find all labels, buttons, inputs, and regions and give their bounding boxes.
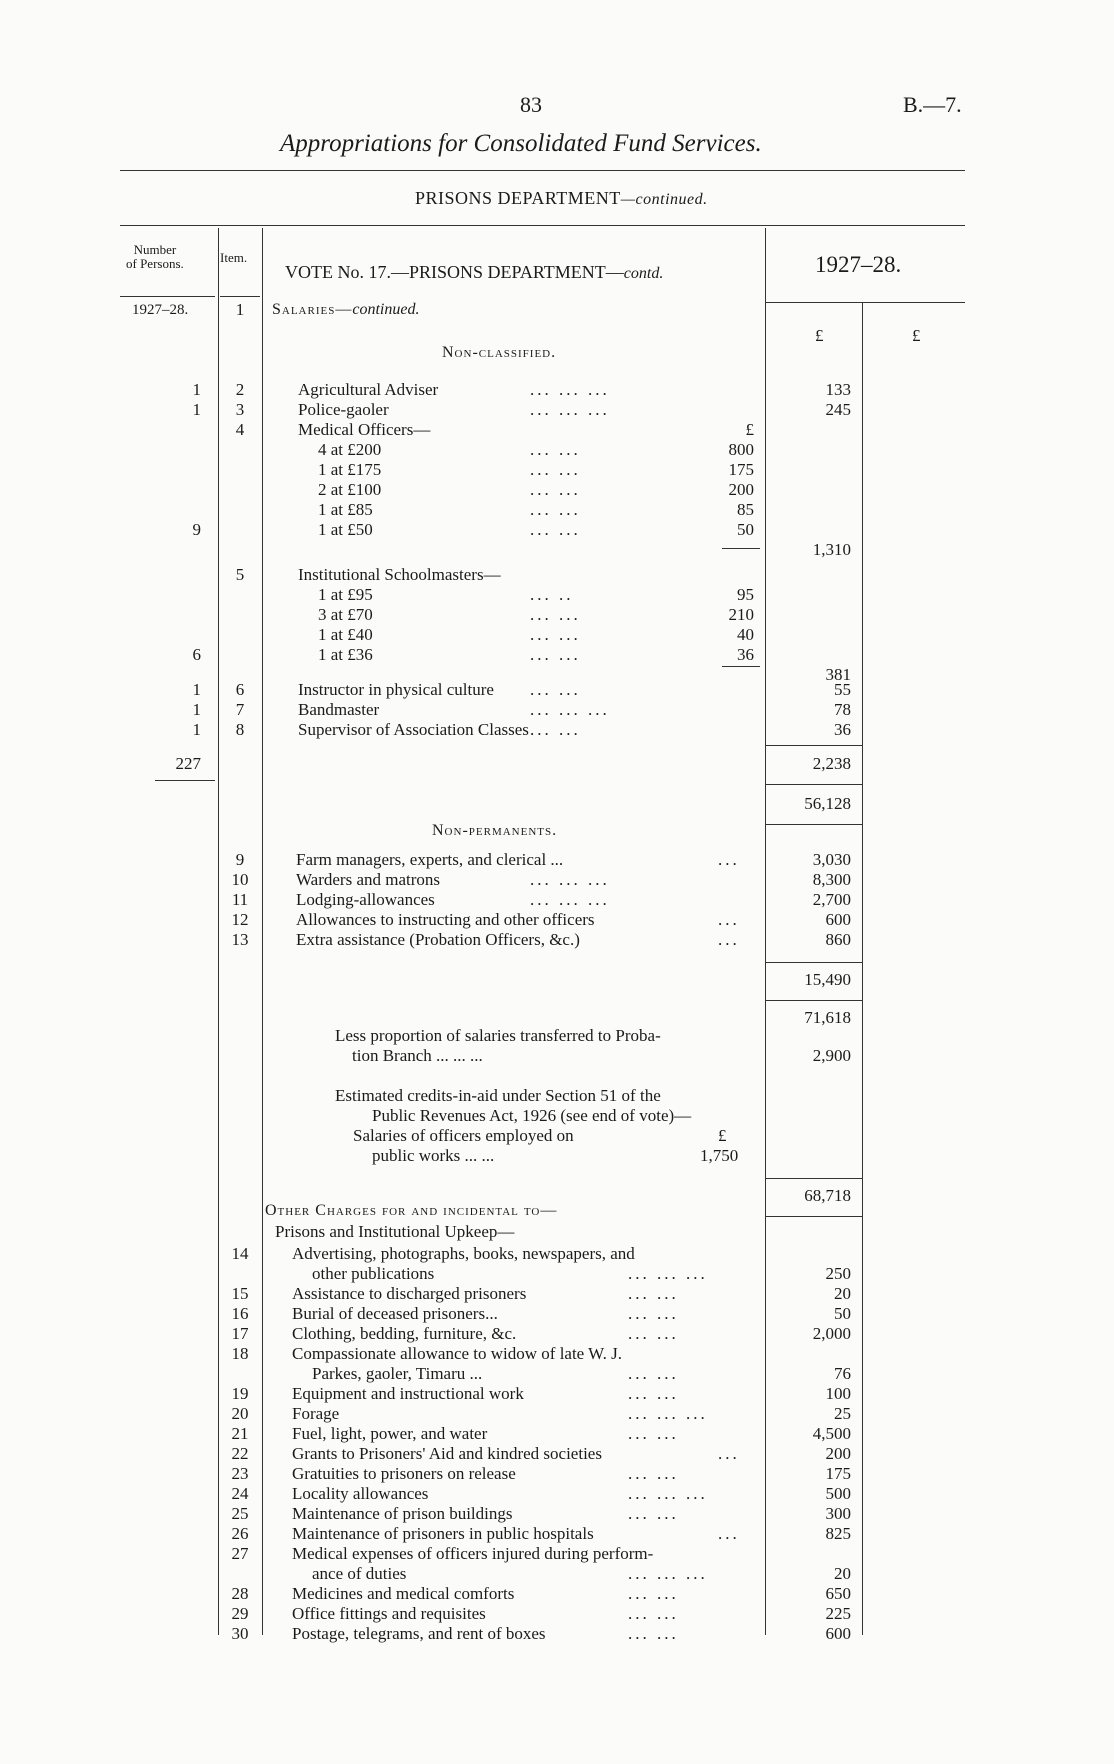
persons-count: 6 — [192, 645, 201, 664]
item-description: Postage, telegrams, and rent of boxes — [292, 1624, 546, 1643]
leader-dots: ... — [718, 1524, 740, 1543]
item-description: Farm managers, experts, and clerical ... — [296, 850, 564, 869]
other-charge-row — [0, 1264, 1114, 1284]
salary-row — [0, 720, 1114, 740]
item-number: 18 — [231, 1344, 249, 1363]
item-description: ance of duties — [312, 1564, 407, 1583]
amount: 50 — [834, 1304, 851, 1323]
item-description: Assistance to discharged prisoners — [292, 1284, 527, 1303]
leader-dots: ... ... — [530, 720, 581, 739]
amount: 2,000 — [812, 1324, 851, 1343]
non-classified-heading: Non-classified. — [442, 344, 557, 361]
medical-subtotal-rule — [722, 548, 760, 549]
item-number: 19 — [231, 1384, 249, 1403]
item-description: 1 at £50 — [318, 520, 373, 539]
salary-row — [0, 625, 1114, 645]
item-number: 29 — [231, 1604, 249, 1623]
item-number: 23 — [231, 1464, 249, 1483]
credits-line-3: Salaries of officers employed on — [353, 1126, 574, 1145]
item-number: 14 — [231, 1244, 249, 1263]
first-item-number: 1 — [235, 300, 245, 319]
amount: 55 — [834, 680, 851, 699]
other-charge-row — [0, 1404, 1114, 1424]
salaries-total-underline — [765, 784, 862, 785]
other-charge-row — [0, 1324, 1114, 1344]
amount: 300 — [825, 1504, 851, 1523]
title-rule — [120, 170, 965, 171]
department-suffix: —continued. — [620, 191, 708, 208]
less-amount-row — [0, 1046, 1114, 1066]
item-description: Allowances to instructing and other officers — [296, 910, 595, 929]
item-description: 1 at £95 — [318, 585, 373, 604]
non-permanent-row — [0, 850, 1114, 870]
leader-dots: ... ... — [628, 1504, 679, 1523]
item-description: Medical Officers— — [298, 420, 431, 439]
amount: 20 — [834, 1284, 851, 1303]
leader-dots: ... — [718, 930, 740, 949]
amount: 860 — [825, 930, 851, 949]
sub-amount: 210 — [728, 605, 754, 624]
salaries-total: 2,238 — [812, 754, 851, 773]
item-number: 7 — [235, 700, 245, 719]
persons-total-rule — [155, 780, 215, 781]
item-number: 5 — [235, 565, 245, 584]
salary-row — [0, 680, 1114, 700]
persons-total: 227 — [175, 754, 201, 773]
other-charge-row — [0, 1284, 1114, 1304]
year-header: 1927–28. — [815, 252, 902, 277]
sub-amount: 40 — [737, 625, 754, 644]
sub-amount: £ — [745, 420, 754, 439]
item-description: Maintenance of prison buildings — [292, 1504, 513, 1523]
item-number: 27 — [231, 1544, 249, 1563]
salary-row — [0, 605, 1114, 625]
leader-dots: ... ... — [628, 1624, 679, 1643]
other-charge-row — [0, 1304, 1114, 1324]
other-charge-row — [0, 1444, 1114, 1464]
leader-dots: ... ... — [628, 1584, 679, 1603]
schoolmasters-subtotal-rule — [722, 666, 760, 667]
vote-title-text: VOTE No. 17.—PRISONS DEPARTMENT— — [285, 262, 624, 282]
item-description: Grants to Prisoners' Aid and kindred societies — [292, 1444, 602, 1463]
other-charges-heading: Other Charges for and incidental to— — [265, 1202, 558, 1219]
persons-header-rule — [120, 296, 215, 297]
non-permanents-total: 15,490 — [804, 970, 851, 989]
leader-dots: ... ... — [530, 625, 581, 644]
item-number: 22 — [231, 1444, 249, 1463]
amount: 175 — [825, 1464, 851, 1483]
item-header: Item. — [220, 250, 248, 265]
running-total-underline — [765, 824, 862, 825]
other-charge-row — [0, 1424, 1114, 1444]
amount: 133 — [825, 380, 851, 399]
running-total: 56,128 — [804, 794, 851, 813]
item-number: 25 — [231, 1504, 249, 1523]
salary-row — [0, 460, 1114, 480]
item-description: Burial of deceased prisoners... — [292, 1304, 498, 1323]
salary-row — [0, 585, 1114, 605]
table-top-rule — [120, 225, 965, 226]
persons-count: 1 — [192, 680, 201, 699]
grand-total-row — [0, 1008, 1114, 1028]
salary-row — [0, 480, 1114, 500]
item-description: Maintenance of prisoners in public hospitals — [292, 1524, 594, 1543]
persons-count: 9 — [192, 520, 201, 539]
other-charge-row — [0, 1584, 1114, 1604]
item-number: 21 — [231, 1424, 249, 1443]
item-number: 24 — [231, 1484, 249, 1503]
leader-dots: ... ... — [530, 460, 581, 479]
item-description: 1 at £40 — [318, 625, 373, 644]
running-total-row — [0, 794, 1114, 814]
leader-dots: ... ... — [628, 1424, 679, 1443]
item-number: 15 — [231, 1284, 249, 1303]
item-description: 4 at £200 — [318, 440, 382, 459]
item-description: Fuel, light, power, and water — [292, 1424, 488, 1443]
amount: 8,300 — [812, 870, 851, 889]
amount: 825 — [825, 1524, 851, 1543]
salary-row — [0, 440, 1114, 460]
amount: 200 — [825, 1444, 851, 1463]
leader-dots: ... ... — [530, 500, 581, 519]
less-line-2: tion Branch ... ... ... — [352, 1046, 483, 1065]
persons-count: 1 — [192, 700, 201, 719]
amount: 36 — [834, 720, 851, 739]
other-charge-row — [0, 1624, 1114, 1644]
persons-count: 1 — [192, 380, 201, 399]
salary-row — [0, 420, 1114, 440]
amount: 78 — [834, 700, 851, 719]
leader-dots: ... ... ... — [530, 870, 610, 889]
other-charge-row — [0, 1604, 1114, 1624]
number-of-persons-header — [126, 243, 184, 271]
item-number: 4 — [235, 420, 245, 439]
leader-dots: ... — [718, 910, 740, 929]
persons-count: 1 — [192, 400, 201, 419]
non-permanent-row — [0, 870, 1114, 890]
item-number: 28 — [231, 1584, 249, 1603]
credits-amount: 1,750 — [700, 1146, 739, 1165]
item-number: 16 — [231, 1304, 249, 1323]
salaries-total-row — [0, 754, 1114, 774]
item-description: Agricultural Adviser — [298, 380, 439, 399]
leader-dots: ... ... — [628, 1304, 679, 1323]
salaries-total-rule — [765, 745, 862, 746]
currency-symbol-2: £ — [912, 326, 921, 345]
amount: 100 — [825, 1384, 851, 1403]
credits-line-4: public works ... ... — [372, 1146, 495, 1165]
salary-row — [0, 700, 1114, 720]
credits-line-2: Public Revenues Act, 1926 (see end of vote)— — [372, 1106, 692, 1125]
salary-row — [0, 540, 1114, 560]
item-number: 30 — [231, 1624, 249, 1643]
leader-dots: ... ... — [628, 1604, 679, 1623]
other-charges-subheading: Prisons and Institutional Upkeep— — [275, 1222, 515, 1241]
leader-dots: ... ... — [530, 645, 581, 664]
sub-amount: 175 — [728, 460, 754, 479]
amount: 600 — [825, 910, 851, 929]
leader-dots: ... ... — [628, 1324, 679, 1343]
salaries-heading-suffix: continued. — [352, 301, 420, 318]
item-number: 3 — [235, 400, 245, 419]
leader-dots: ... .. — [530, 585, 574, 604]
item-number: 12 — [231, 910, 249, 929]
item-description: Advertising, photographs, books, newspapers, and — [292, 1244, 635, 1263]
leader-dots: ... ... — [530, 680, 581, 699]
salary-row — [0, 500, 1114, 520]
item-description: Clothing, bedding, furniture, &c. — [292, 1324, 517, 1343]
amount: 2,700 — [812, 890, 851, 909]
sub-amount: 95 — [737, 585, 754, 604]
other-charge-row — [0, 1524, 1114, 1544]
leader-dots: ... ... — [530, 520, 581, 539]
item-description: other publications — [312, 1264, 435, 1283]
leader-dots: ... ... ... — [628, 1264, 708, 1283]
item-description: Police-gaoler — [298, 400, 389, 419]
amount: 20 — [834, 1564, 851, 1583]
other-charge-row — [0, 1544, 1114, 1564]
leader-dots: ... ... — [628, 1464, 679, 1483]
persons-year: 1927–28. — [132, 302, 189, 318]
other-charge-row — [0, 1364, 1114, 1384]
item-description: 1 at £175 — [318, 460, 382, 479]
department-heading — [415, 188, 708, 209]
amount: 4,500 — [812, 1424, 851, 1443]
salary-row — [0, 400, 1114, 420]
sub-amount: 36 — [737, 645, 754, 664]
other-charge-row — [0, 1484, 1114, 1504]
amount: 3,030 — [812, 850, 851, 869]
item-number: 6 — [235, 680, 245, 699]
credits-line-1: Estimated credits-in-aid under Section 51 of the — [335, 1086, 661, 1105]
less-line-1: Less proportion of salaries transferred to Proba- — [335, 1026, 661, 1045]
non-permanent-row — [0, 930, 1114, 950]
salary-row — [0, 520, 1114, 540]
amount: 250 — [825, 1264, 851, 1283]
item-description: Instructor in physical culture — [298, 680, 494, 699]
leader-dots: ... ... — [530, 440, 581, 459]
grand-total-rule — [765, 1000, 862, 1001]
sub-amount: 800 — [728, 440, 754, 459]
amount: 381 — [825, 665, 851, 684]
amount: 76 — [834, 1364, 851, 1383]
other-charge-row — [0, 1384, 1114, 1404]
item-number: 26 — [231, 1524, 249, 1543]
item-description: Institutional Schoolmasters— — [298, 565, 501, 584]
item-description: 2 at £100 — [318, 480, 382, 499]
item-description: Medical expenses of officers injured during perform- — [292, 1544, 654, 1563]
non-permanent-row — [0, 910, 1114, 930]
leader-dots: ... ... — [628, 1364, 679, 1383]
document-code: B.—7. — [903, 92, 962, 117]
item-number: 8 — [235, 720, 245, 739]
net-total-underline — [765, 1216, 862, 1217]
item-description: Locality allowances — [292, 1484, 429, 1503]
leader-dots: ... — [718, 1444, 740, 1463]
non-permanents-total-row — [0, 970, 1114, 990]
item-number: 20 — [231, 1404, 249, 1423]
item-description: Extra assistance (Probation Officers, &c.) — [296, 930, 580, 949]
item-description: Medicines and medical comforts — [292, 1584, 515, 1603]
item-number: 13 — [231, 930, 249, 949]
leader-dots: ... ... ... — [530, 380, 610, 399]
item-number: 11 — [231, 890, 249, 909]
item-number: 10 — [231, 870, 249, 889]
leader-dots: ... ... ... — [530, 400, 610, 419]
vote-title-suffix: contd. — [623, 265, 664, 282]
grand-total: 71,618 — [804, 1008, 851, 1027]
department-name: PRISONS DEPARTMENT — [415, 188, 621, 208]
non-permanents-heading: Non-permanents. — [432, 822, 558, 839]
amount: 500 — [825, 1484, 851, 1503]
leader-dots: ... ... ... — [628, 1404, 708, 1423]
item-description: Lodging-allowances — [296, 890, 435, 909]
net-total: 68,718 — [804, 1186, 851, 1205]
leader-dots: ... ... — [628, 1384, 679, 1403]
salary-row — [0, 380, 1114, 400]
other-charge-row — [0, 1564, 1114, 1584]
currency-symbol-1: £ — [815, 326, 824, 345]
salaries-heading-text: Salaries— — [272, 301, 353, 318]
credits-currency: £ — [718, 1126, 727, 1145]
number-header-line2: of Persons. — [126, 256, 184, 271]
amount: 225 — [825, 1604, 851, 1623]
item-description: 1 at £85 — [318, 500, 373, 519]
item-number: 17 — [231, 1324, 249, 1343]
leader-dots: ... ... ... — [628, 1564, 708, 1583]
sub-amount: 200 — [728, 480, 754, 499]
item-description: Bandmaster — [298, 700, 380, 719]
other-charge-row — [0, 1464, 1114, 1484]
item-description: Supervisor of Association Classes — [298, 720, 529, 739]
item-description: 3 at £70 — [318, 605, 373, 624]
non-permanents-total-rule — [765, 962, 862, 963]
salary-row — [0, 645, 1114, 665]
persons-count: 1 — [192, 720, 201, 739]
salary-row — [0, 565, 1114, 585]
other-charge-row — [0, 1344, 1114, 1364]
sub-amount: 50 — [737, 520, 754, 539]
item-number: 2 — [235, 380, 245, 399]
amount: 245 — [825, 400, 851, 419]
leader-dots: ... ... — [530, 480, 581, 499]
page-title: Appropriations for Consolidated Fund Services. — [280, 130, 762, 157]
salaries-heading-row — [0, 300, 1114, 320]
amount: 1,310 — [812, 540, 851, 559]
item-description: Equipment and instructional work — [292, 1384, 524, 1403]
item-description: Gratuities to prisoners on release — [292, 1464, 516, 1483]
leader-dots: ... ... ... — [628, 1484, 708, 1503]
item-description: Forage — [292, 1404, 340, 1423]
amount: 600 — [825, 1624, 851, 1643]
item-number: 9 — [235, 850, 245, 869]
amount: 650 — [825, 1584, 851, 1603]
less-amount: 2,900 — [812, 1046, 851, 1065]
leader-dots: ... ... ... — [530, 890, 610, 909]
salaries-heading — [272, 300, 419, 320]
item-description: Warders and matrons — [296, 870, 441, 889]
sub-amount: 85 — [737, 500, 754, 519]
amount: 25 — [834, 1404, 851, 1423]
item-header-rule — [220, 296, 260, 297]
net-total-rule — [765, 1178, 862, 1179]
item-description: 1 at £36 — [318, 645, 373, 664]
vote-title — [285, 262, 663, 283]
leader-dots: ... ... — [628, 1284, 679, 1303]
leader-dots: ... — [718, 850, 740, 869]
leader-dots: ... ... ... — [530, 700, 610, 719]
other-charge-row — [0, 1244, 1114, 1264]
other-charge-row — [0, 1504, 1114, 1524]
item-description: Office fittings and requisites — [292, 1604, 486, 1623]
item-description: Parkes, gaoler, Timaru ... — [312, 1364, 483, 1383]
leader-dots: ... ... — [530, 605, 581, 624]
item-description: Compassionate allowance to widow of late W. J. — [292, 1344, 623, 1363]
number-header-line1: Number — [133, 242, 177, 257]
page-number: 83 — [520, 92, 542, 117]
non-permanent-row — [0, 890, 1114, 910]
